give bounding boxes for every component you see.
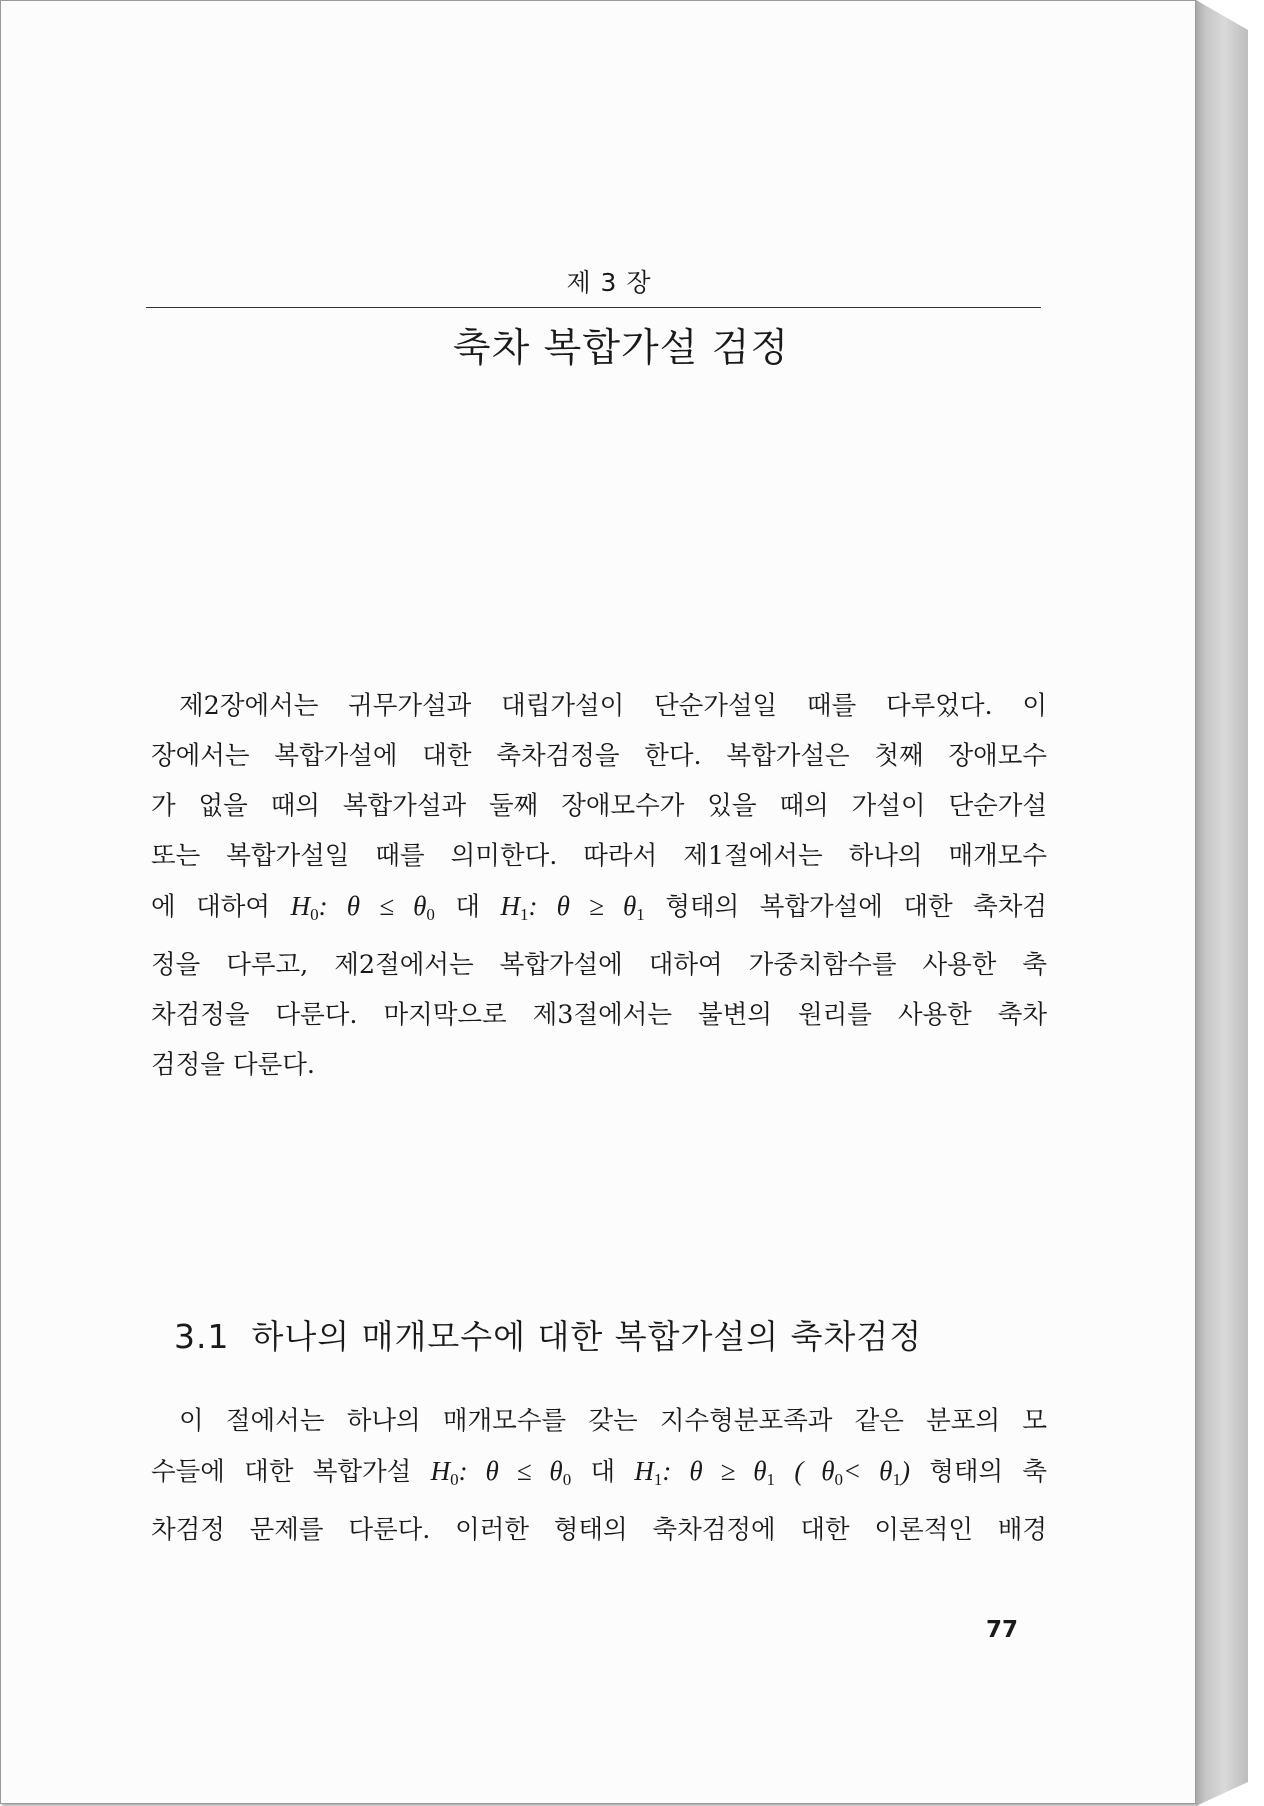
math-relation: : θ ≥ θ bbox=[662, 1456, 767, 1486]
math-subscript: 1 bbox=[766, 1470, 776, 1489]
math-subscript: 0 bbox=[834, 1470, 844, 1489]
section-title: 하나의 매개모수에 대한 복합가설의 축차검정 bbox=[251, 1317, 923, 1356]
text-line: 또는 복합가설일 때를 의미한다. 따라서 제1절에서는 하나의 매개모수 bbox=[151, 841, 1047, 871]
text-line: 제2장에서는 귀무가설과 대립가설이 단순가설일 때를 다루었다. 이 bbox=[179, 691, 1047, 721]
math-symbol: H bbox=[634, 1456, 654, 1486]
text-fragment: 수들에 대한 복합가설 bbox=[151, 1457, 412, 1487]
math-relation: : θ ≤ θ bbox=[318, 891, 427, 921]
text-fragment: 에 대하여 bbox=[151, 892, 271, 922]
text-fragment: 형태의 복합가설에 대한 축차검 bbox=[665, 892, 1048, 922]
math-subscript: 1 bbox=[653, 1470, 663, 1489]
math-subscript: 0 bbox=[562, 1470, 572, 1489]
text-line: 검정을 다룬다. bbox=[151, 1050, 316, 1080]
chapter-title: 축차 복합가설 검정 bbox=[452, 326, 790, 371]
text-fragment: 형태의 축 bbox=[929, 1457, 1048, 1487]
intro-paragraph bbox=[151, 681, 1047, 1090]
math-symbol: H bbox=[500, 891, 521, 921]
alternative-hypothesis-formula bbox=[500, 891, 645, 924]
section-heading bbox=[174, 1311, 922, 1358]
null-hypothesis-formula bbox=[290, 891, 435, 924]
math-relation: ( θ bbox=[794, 1456, 835, 1486]
text-line: 정을 다루고, 제2절에서는 복합가설에 대하여 가중치함수를 사용한 축 bbox=[151, 950, 1047, 980]
text-fragment: 대 bbox=[590, 1457, 616, 1487]
chapter-number-label: 제 3 장 bbox=[566, 268, 652, 297]
math-symbol: H bbox=[290, 891, 311, 921]
math-subscript: 1 bbox=[892, 1470, 901, 1489]
math-subscript: 0 bbox=[310, 905, 319, 924]
page-number: 77 bbox=[986, 1617, 1019, 1643]
text-line: 차검정 문제를 다룬다. 이러한 형태의 축차검정에 대한 이론적인 배경 bbox=[151, 1515, 1047, 1545]
math-relation: : θ ≥ θ bbox=[528, 891, 637, 921]
text-fragment: 대 bbox=[455, 892, 480, 922]
parameter-order-condition bbox=[794, 1456, 910, 1489]
text-line: 이 절에서는 하나의 매개모수를 갖는 지수형분포족과 같은 분포의 모 bbox=[179, 1406, 1047, 1436]
math-relation: < θ bbox=[843, 1456, 893, 1486]
math-symbol: H bbox=[430, 1456, 451, 1486]
alternative-hypothesis-formula bbox=[634, 1456, 776, 1489]
chapter-divider bbox=[146, 307, 1041, 308]
null-hypothesis-formula bbox=[430, 1456, 572, 1489]
text-line: 차검정을 다룬다. 마지막으로 제3절에서는 불변의 원리를 사용한 축차 bbox=[151, 1000, 1047, 1030]
text-line: 장에서는 복합가설에 대한 축차검정을 한다. 복합가설은 첫째 장애모수 bbox=[151, 741, 1047, 771]
text-line-with-math bbox=[151, 881, 1047, 940]
text-line-with-math bbox=[151, 1446, 1047, 1505]
book-spine bbox=[1196, 0, 1248, 1806]
math-subscript: 0 bbox=[450, 1470, 459, 1489]
text-line: 가 없을 때의 복합가설과 둘째 장애모수가 있을 때의 가설이 단순가설 bbox=[151, 791, 1047, 821]
math-subscript: 1 bbox=[520, 905, 529, 924]
section-number: 3.1 bbox=[174, 1317, 230, 1356]
math-relation: : θ ≤ θ bbox=[458, 1456, 563, 1486]
math-subscript: 1 bbox=[636, 905, 645, 924]
math-subscript: 0 bbox=[426, 905, 435, 924]
section-paragraph bbox=[151, 1396, 1047, 1555]
math-relation: ) bbox=[900, 1456, 910, 1486]
